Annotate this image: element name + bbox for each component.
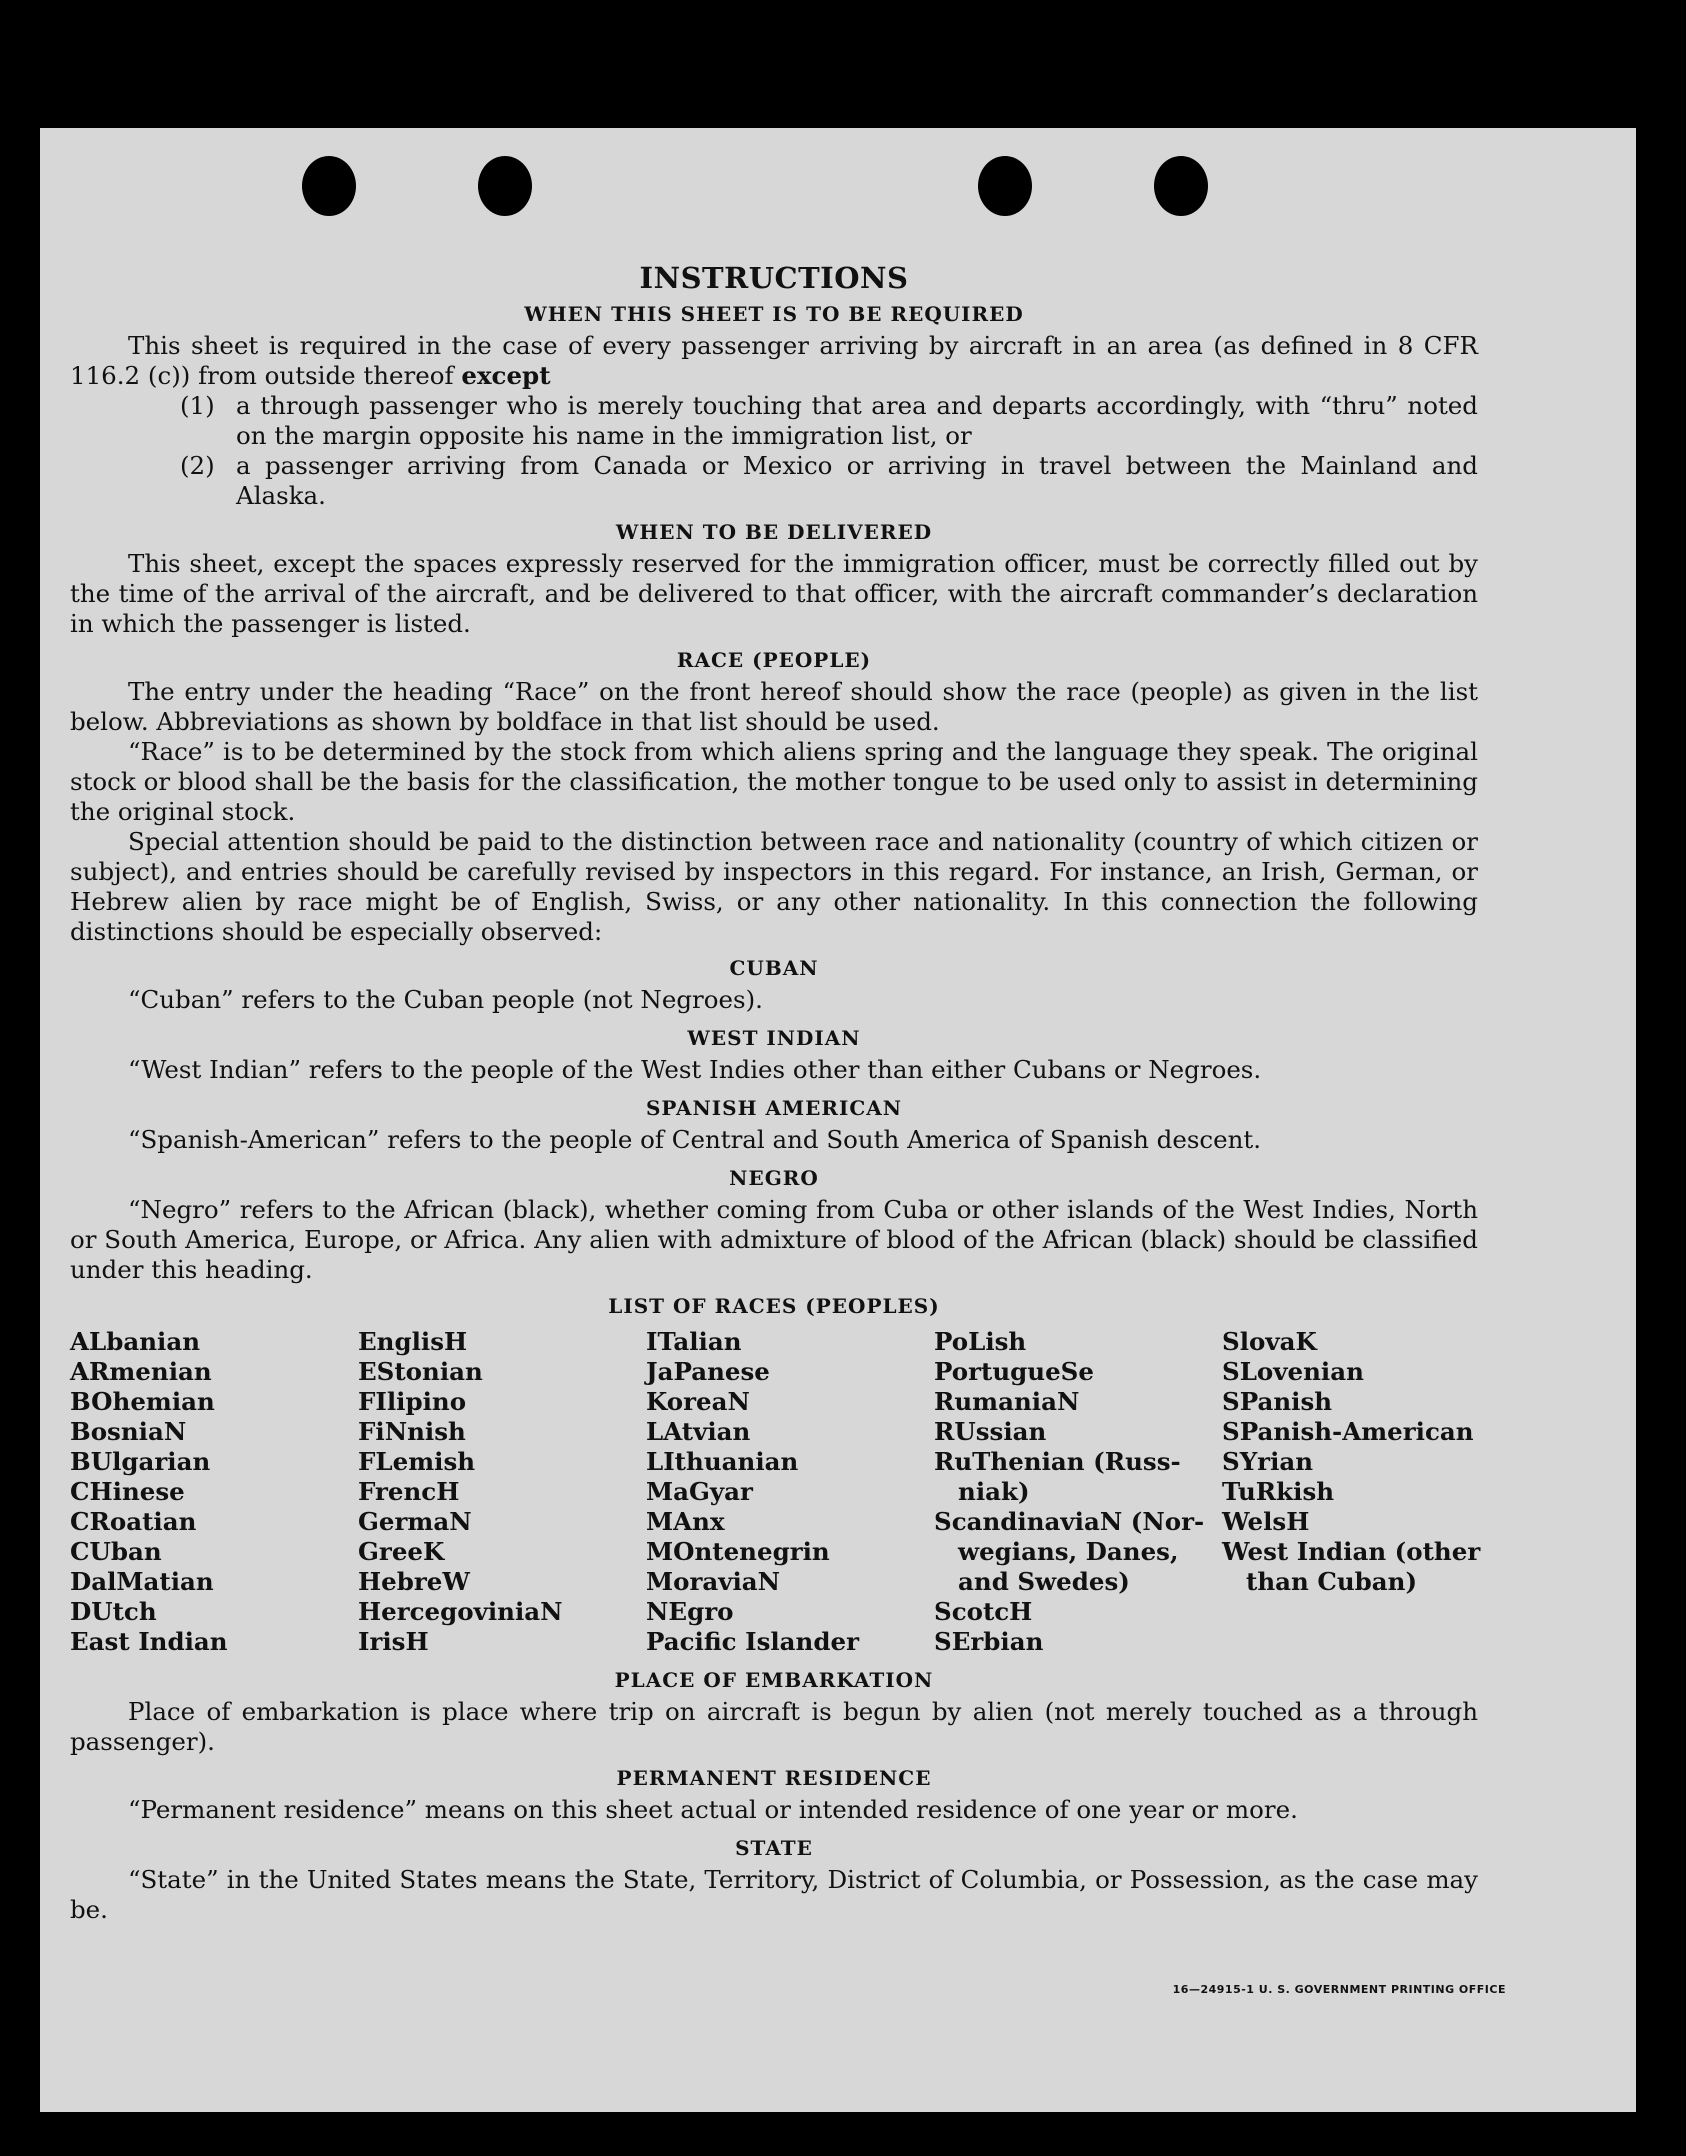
race-entry: WelsH (1222, 1507, 1310, 1536)
race-entry: ScotcH (934, 1597, 1033, 1626)
race-entry: RuThenian (Russ- (934, 1447, 1181, 1476)
race-entry: CRoatian (70, 1507, 197, 1536)
heading-negro: NEGRO (729, 1166, 819, 1190)
paragraph-race-1: The entry under the heading “Race” on the front hereof should show the race (people) as given in the list below. Abbreviations as shown by boldface in that list should be used. (70, 677, 1478, 736)
required-intro: This sheet is required in the case of every passenger arriving by aircraft in an area (as defined in 8 CFR 116.2 (c)) from outside thereof (70, 331, 1478, 390)
races-table (70, 1327, 1481, 1657)
race-entry: wegians, Danes, (958, 1537, 1179, 1566)
paragraph-state: “State” in the United States means the State, Territory, District of Columbia, or Possession, as the case may be. (70, 1865, 1478, 1924)
punch-hole (1154, 156, 1208, 216)
race-entry: ALbanian (70, 1327, 201, 1356)
race-entry: Pacific Islander (646, 1627, 859, 1656)
heading-list-of-races: LIST OF RACES (PEOPLES) (608, 1294, 940, 1318)
item-number: (1) (180, 391, 215, 420)
race-entry: HebreW (358, 1567, 470, 1596)
race-entry: MOntenegrin (646, 1537, 830, 1566)
race-entry: ScandinaviaN (Nor- (934, 1507, 1205, 1536)
heading-embarkation: PLACE OF EMBARKATION (614, 1668, 934, 1692)
paragraph-cuban: “Cuban” refers to the Cuban people (not Negroes). (128, 985, 763, 1014)
race-entry: RumaniaN (934, 1387, 1080, 1416)
race-entry: PortugueSe (934, 1357, 1094, 1386)
punch-hole (978, 156, 1032, 216)
paragraph-west-indian: “West Indian” refers to the people of the West Indies other than either Cubans or Negroes. (128, 1055, 1262, 1084)
heading-required: WHEN THIS SHEET IS TO BE REQUIRED (524, 302, 1024, 326)
heading-delivered: WHEN TO BE DELIVERED (615, 520, 933, 544)
race-entry: West Indian (other (1222, 1537, 1481, 1566)
race-entry: SPanish (1222, 1387, 1333, 1416)
race-entry: SlovaK (1222, 1327, 1317, 1356)
list-item (180, 451, 1478, 511)
item-text: a through passenger who is merely touching that area and departs accordingly, with “thru” noted on the margin opposite his name in the immigration list, or (236, 391, 1478, 450)
race-entry: DUtch (70, 1597, 157, 1626)
document-body (70, 261, 1481, 1925)
race-entry: GreeK (358, 1537, 445, 1566)
race-entry: HercegoviniaN (358, 1597, 563, 1626)
race-entry: MaGyar (646, 1477, 753, 1506)
printing-office-note: 16—24915-1 U. S. GOVERNMENT PRINTING OFFICE (1172, 1983, 1506, 1996)
race-entry: MoraviaN (646, 1567, 781, 1596)
races-column (70, 1327, 358, 1657)
paragraph-required (70, 331, 1478, 391)
races-column (358, 1327, 646, 1657)
race-entry: FiNnish (358, 1417, 466, 1446)
race-entry: NEgro (646, 1597, 734, 1626)
document-sheet (40, 128, 1636, 2112)
race-entry: MAnx (646, 1507, 725, 1536)
punch-hole (302, 156, 356, 216)
race-entry: SLovenian (1222, 1357, 1364, 1386)
race-entry: KoreaN (646, 1387, 750, 1416)
required-except: except (461, 361, 551, 390)
race-entry: ITalian (646, 1327, 742, 1356)
race-entry: LAtvian (646, 1417, 751, 1446)
punch-hole (478, 156, 532, 216)
item-number: (2) (180, 451, 215, 480)
paragraph-delivered: This sheet, except the spaces expressly reserved for the immigration officer, must be correctly filled out by the time of the arrival of the aircraft, and be delivered to that officer, with the aircraft commander’s declaration in which the passenger is listed. (70, 549, 1478, 638)
race-entry: CUban (70, 1537, 162, 1566)
race-entry: ARmenian (70, 1357, 212, 1386)
races-column (1222, 1327, 1510, 1657)
paragraph-negro: “Negro” refers to the African (black), whether coming from Cuba or other islands of the West Indies, North or South America, Europe, or Africa. Any alien with admixture of blood of the African (black) should be classified under this heading. (70, 1195, 1478, 1284)
race-entry: IrisH (358, 1627, 429, 1656)
race-entry: SPanish-American (1222, 1417, 1474, 1446)
heading-residence: PERMANENT RESIDENCE (616, 1766, 932, 1790)
paragraph-race-2: “Race” is to be determined by the stock from which aliens spring and the language they speak. The original stock or blood shall be the basis for the classification, the mother tongue to be used only to assist in determining the original stock. (70, 737, 1478, 826)
paragraph-residence: “Permanent residence” means on this sheet actual or intended residence of one year or more. (128, 1795, 1298, 1824)
race-entry: JaPanese (646, 1357, 770, 1386)
race-entry: BUlgarian (70, 1447, 211, 1476)
race-entry: FrencH (358, 1477, 460, 1506)
race-entry: LIthuanian (646, 1447, 799, 1476)
paragraph-spanish-american: “Spanish-American” refers to the people of Central and South America of Spanish descent. (128, 1125, 1262, 1154)
race-entry: GermaN (358, 1507, 472, 1536)
race-entry: niak) (958, 1477, 1030, 1506)
race-entry: BOhemian (70, 1387, 215, 1416)
race-entry: DalMatian (70, 1567, 214, 1596)
race-entry: SYrian (1222, 1447, 1314, 1476)
race-entry: CHinese (70, 1477, 185, 1506)
item-text: a passenger arriving from Canada or Mexico or arriving in travel between the Mainland and Alaska. (236, 451, 1478, 510)
race-entry: EStonian (358, 1357, 483, 1386)
heading-west-indian: WEST INDIAN (687, 1026, 861, 1050)
race-entry: SErbian (934, 1627, 1044, 1656)
page-title: INSTRUCTIONS (639, 261, 909, 295)
heading-cuban: CUBAN (729, 956, 819, 980)
race-entry: BosniaN (70, 1417, 187, 1446)
race-entry: RUssian (934, 1417, 1047, 1446)
race-entry: TuRkish (1222, 1477, 1335, 1506)
race-entry: and Swedes) (958, 1567, 1130, 1596)
heading-state: STATE (735, 1836, 813, 1860)
race-entry: EnglisH (358, 1327, 468, 1356)
races-column (934, 1327, 1222, 1657)
race-entry: than Cuban) (1246, 1567, 1418, 1596)
list-item (180, 391, 1478, 451)
race-entry: PoLish (934, 1327, 1027, 1356)
paragraph-embarkation: Place of embarkation is place where trip on aircraft is begun by alien (not merely touched as a through passenger). (70, 1697, 1478, 1756)
paragraph-race-3: Special attention should be paid to the distinction between race and nationality (country of which citizen or subject), and entries should be carefully revised by inspectors in this regard. For instance, an Irish, German, or Hebrew alien by race might be of English, Swiss, or any other nationality. In this connection the following distinctions should be especially observed: (70, 827, 1478, 946)
race-entry: FIlipino (358, 1387, 467, 1416)
heading-race: RACE (PEOPLE) (676, 648, 872, 672)
races-column (646, 1327, 934, 1657)
race-entry: FLemish (358, 1447, 476, 1476)
race-entry: East Indian (70, 1627, 228, 1656)
heading-spanish-american: SPANISH AMERICAN (645, 1096, 903, 1120)
